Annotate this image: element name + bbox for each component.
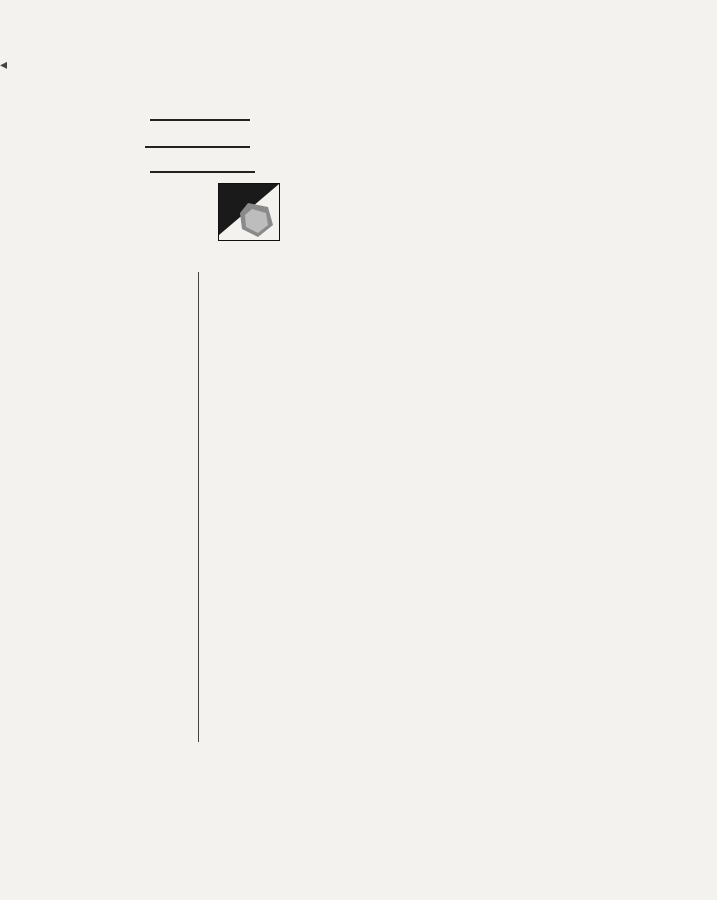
toc-vertical-rule bbox=[198, 272, 199, 742]
binding-mark: ◂ bbox=[0, 58, 8, 73]
